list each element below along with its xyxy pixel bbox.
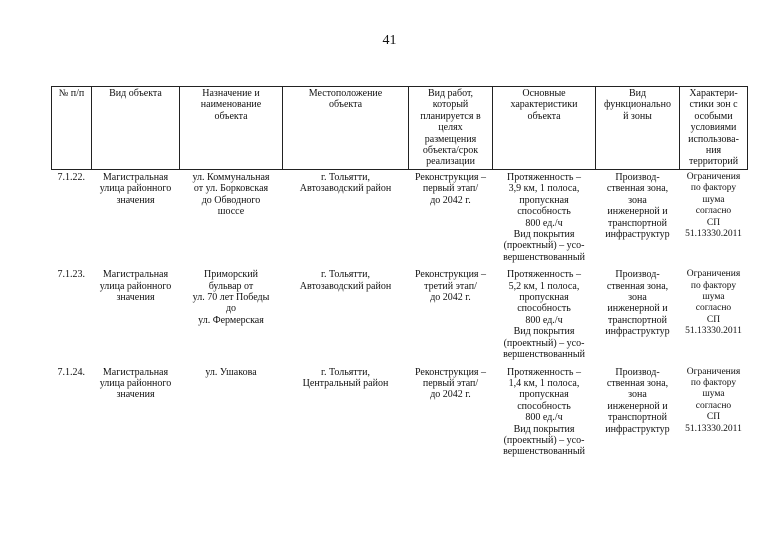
cell-line: транспортной [607,217,667,229]
cell-line: 5,2 км, 1 полоса, [508,280,580,292]
location-cell [283,267,409,364]
cell-line: 1,4 км, 1 полоса, [508,377,580,389]
cell-line: СП [706,217,721,228]
cell-line: улица районного [99,183,172,195]
cell-line: шума [702,389,725,400]
header-line: объекта [328,99,363,111]
col-name-header [180,87,283,170]
cell-line: ственная зона, [606,377,669,389]
cell-line: Магистральная [102,366,169,378]
cell-line: первый этап/ [422,183,479,195]
cell-line: способность [517,303,571,315]
cell-line: 51.13330.2011 [685,423,742,434]
zone-cell [596,267,680,364]
characteristics-cell [493,365,596,463]
cell-line: Производ- [615,172,660,183]
header-line: Назначение и [202,88,260,99]
restrictions-cell [680,267,748,364]
header-line: территорий [688,156,739,168]
cell-line: согласно [695,303,732,314]
zone-cell [596,170,680,268]
cell-line: Производ- [615,366,660,378]
cell-line: г. Тольятти, [321,366,370,378]
col-type-header [92,87,180,170]
header-line: особыми [694,110,733,122]
cell-line: по фактору [690,280,737,291]
cell-line: Вид покрытия [513,423,575,435]
table-row [52,267,748,364]
header-line: целях [438,122,463,134]
cell-line: значения [116,194,155,206]
cell-line: значения [116,292,155,304]
cell-line: Реконструкция – [414,366,487,378]
objects-table [51,86,748,463]
col-location-header [283,87,409,170]
cell-line: Вид покрытия [513,229,575,241]
cell-line: ул. Коммунальная [192,172,270,183]
cell-line: Магистральная [102,172,169,183]
header-line: объекта [214,110,248,122]
header-line: ния [705,145,722,157]
cell-line: вершенствованный [503,251,585,263]
header-line: Вид работ, [427,88,474,99]
location-cell [283,170,409,268]
cell-line: до 2042 г. [430,389,471,401]
object-type-cell [92,365,180,463]
cell-line: ул. Фермерская [198,314,264,326]
object-name-cell [180,170,283,268]
row-number-cell: 7.1.24. [57,366,85,378]
cell-line: Магистральная [102,269,169,281]
cell-line: шума [702,292,725,303]
col-characteristics-header [493,87,596,170]
object-name-cell [180,365,283,463]
cell-line: транспортной [607,314,667,326]
header-line: й зоны [623,110,652,122]
cell-line: до Обводного [201,194,261,206]
cell-line: пропускная [519,292,569,304]
header-row [52,87,748,170]
cell-line: инфраструктур [605,326,670,338]
cell-line: способность [517,400,571,412]
header-line: Вид объекта [109,88,162,99]
cell-line: Вид покрытия [513,326,575,338]
header-line: стики зон с [689,99,738,111]
cell-line: 800 ед./ч [525,412,563,424]
cell-line: третий этап/ [424,280,477,292]
cell-line: Автозаводский район [299,280,392,292]
cell-line: Протяженность – [507,269,581,281]
cell-line: шоссе [217,206,245,218]
table-body [52,170,748,463]
cell-line: Центральный район [302,377,389,389]
cell-line: от ул. Борковская [193,183,269,195]
header-line: размещения [424,133,477,145]
cell-line: пропускная [519,389,569,401]
page-number: 41 [382,33,397,48]
col-restrictions-header [680,87,748,170]
cell-line: шума [702,194,725,205]
table-row [52,170,748,268]
header-line: функционально [604,99,671,111]
cell-line: г. Тольятти, [321,269,370,281]
cell-line: транспортной [607,412,667,424]
cell-line: ул. 70 лет Победы [192,292,270,304]
cell-line: инфраструктур [605,423,670,435]
cell-line: 3,9 км, 1 полоса, [508,183,580,195]
cell-line: ственная зона, [606,183,669,195]
cell-line: вершенствованный [503,446,585,458]
cell-line: ственная зона, [606,280,669,292]
cell-line: до 2042 г. [430,292,471,304]
row-number-cell: 7.1.22. [57,172,85,183]
cell-line: улица районного [99,280,172,292]
header-line: который [432,99,469,111]
cell-line: до 2042 г. [430,194,471,206]
works-cell [409,267,493,364]
cell-line: Ограничения [686,172,741,182]
cell-line: значения [116,389,155,401]
header-line: Основные [522,88,566,99]
restrictions-cell [680,170,748,268]
cell-line: Ограничения [686,269,741,280]
cell-line: пропускная [519,194,569,206]
cell-line: вершенствованный [503,349,585,361]
cell-line: 51.13330.2011 [685,229,742,240]
header-line: объекта [527,110,561,122]
cell-line: зона [628,194,647,206]
cell-line: СП [706,412,721,423]
cell-line: Протяженность – [507,172,581,183]
cell-line: согласно [695,400,732,411]
table-header [52,87,748,170]
cell-line: способность [517,206,571,218]
cell-line: инженерной и [607,206,668,218]
header-line: планируется в [420,110,481,122]
location-cell [283,365,409,463]
header-line: Местоположение [308,88,383,99]
cell-line: 800 ед./ч [525,217,563,229]
header-line: условиями [690,122,737,134]
cell-line: улица районного [99,377,172,389]
characteristics-cell [493,267,596,364]
cell-line: (проектный) – усо- [503,337,585,349]
header-line: использова- [688,133,739,145]
cell-line: Приморский [204,269,258,281]
col-num-header [52,87,92,170]
cell-line: Производ- [615,269,660,281]
cell-line: Ограничения [686,366,741,377]
cell-line: по фактору [690,377,737,388]
cell-line: СП [706,314,721,325]
cell-line: зона [628,389,647,401]
header-line: объекта/срок [422,145,479,157]
zone-cell [596,365,680,463]
header-line: наименование [200,99,262,111]
cell-line: зона [628,292,647,304]
restrictions-cell [680,365,748,463]
header-line: характеристики [510,99,578,111]
cell-line: по фактору [690,183,737,194]
col-zone-header [596,87,680,170]
cell-line: первый этап/ [422,377,479,389]
cell-line: ул. Ушакова [205,366,257,378]
cell-line: 800 ед./ч [525,314,563,326]
cell-line: Реконструкция – [414,269,487,281]
header-line: Вид [628,88,647,99]
row-number-cell: 7.1.23. [57,269,85,281]
cell-line: 51.13330.2011 [685,326,742,337]
header-line: реализации [426,156,475,168]
object-type-cell [92,170,180,268]
cell-line: Протяженность – [507,366,581,378]
col-works-header [409,87,493,170]
object-name-cell [180,267,283,364]
characteristics-cell [493,170,596,268]
cell-line: инфраструктур [605,229,670,241]
cell-line: бульвар от [208,280,254,292]
cell-line: согласно [695,206,732,217]
cell-line: Автозаводский район [299,183,392,195]
header-line: № п/п [58,88,85,99]
works-cell [409,365,493,463]
cell-line: (проектный) – усо- [503,240,585,252]
cell-line: г. Тольятти, [321,172,370,183]
cell-line: (проектный) – усо- [503,434,585,446]
cell-line: Реконструкция – [414,172,487,183]
cell-line: инженерной и [607,303,668,315]
table-row [52,365,748,463]
object-type-cell [92,267,180,364]
cell-line: инженерной и [607,400,668,412]
works-cell [409,170,493,268]
cell-line: до [225,303,237,315]
header-line: Характери- [689,88,738,99]
